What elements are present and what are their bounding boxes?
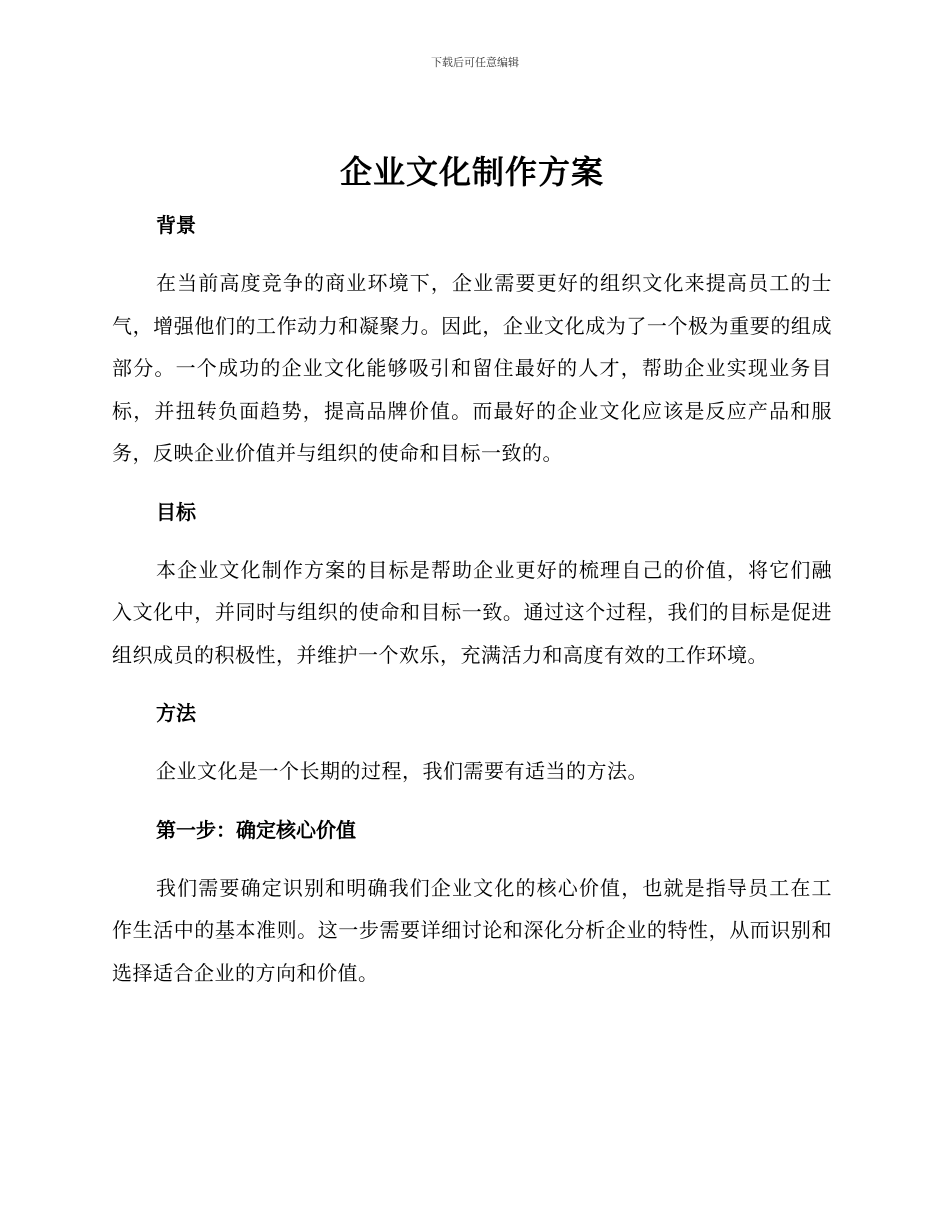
paragraph-background: 在当前高度竞争的商业环境下，企业需要更好的组织文化来提高员工的士气，增强他们的工作动力和凝聚力。因此，企业文化成为了一个极为重要的组成部分。一个成功的企业文化能够吸引和留住最好的人才，帮助企业实现业务目标，并扭转负面趋势，提高品牌价值。而最好的企业文化应该是反应产品和服务，反映企业价值并与组织的使命和目标一致的。	[112, 271, 832, 465]
document-body	[112, 148, 832, 994]
section-heading-step-one: 第一步：确定核心价值	[156, 817, 356, 842]
paragraph-method: 企业文化是一个长期的过程，我们需要有适当的方法。	[156, 759, 648, 783]
section-heading-method: 方法	[156, 701, 196, 725]
document-title: 企业文化制作方案	[339, 153, 604, 191]
section-heading-goal: 目标	[156, 499, 196, 524]
paragraph-goal: 本企业文化制作方案的目标是帮助企业更好的梳理自己的价值，将它们融入文化中，并同时与组织的使命和目标一致。通过这个过程，我们的目标是促进组织成员的积极性，并维护一个欢乐，充满活力和高度有效的工作环境。	[112, 557, 832, 667]
paragraph-step-one: 我们需要确定识别和明确我们企业文化的核心价值，也就是指导员工在工作生活中的基本准则。这一步需要详细讨论和深化分析企业的特性，从而识别和选择适合企业的方向和价值。	[112, 875, 832, 985]
section-heading-background: 背景	[156, 213, 196, 237]
header-note: 下载后可任意编辑	[431, 56, 519, 69]
